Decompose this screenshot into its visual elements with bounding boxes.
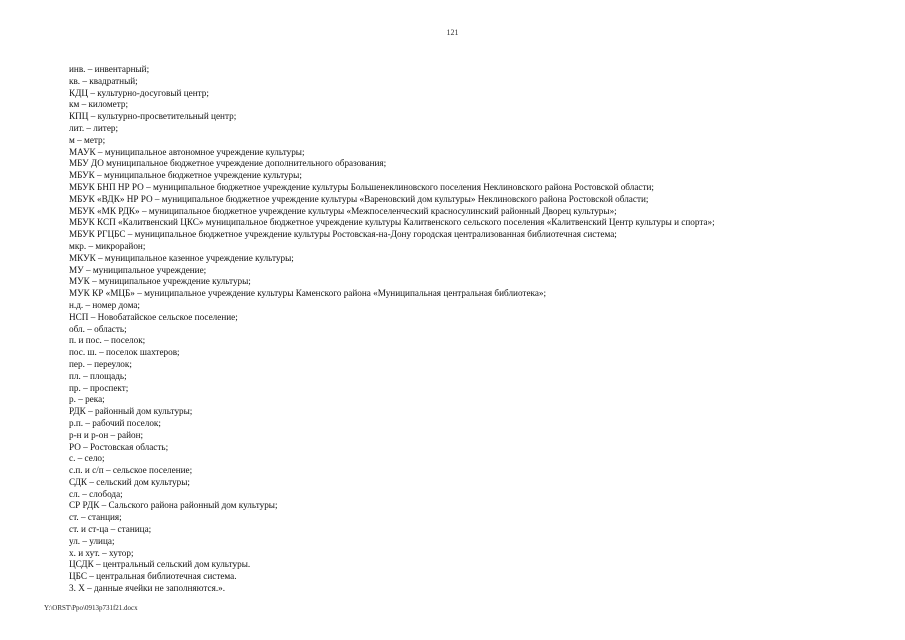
abbreviation-entry: кв. – квадратный; xyxy=(69,75,138,86)
abbreviation-entry: пер. – переулок; xyxy=(69,358,132,369)
abbreviation-entry: МБУК БНП НР РО – муниципальное бюджетное учреждение культуры Большенеклиновского поселения Неклиновского района Ростовской области; xyxy=(69,181,654,192)
abbreviation-entry: РДК – районный дом культуры; xyxy=(69,406,193,417)
abbreviation-entry: м – метр; xyxy=(69,134,106,145)
abbreviation-entry: МБУК – муниципальное бюджетное учреждение культуры; xyxy=(69,170,302,181)
abbreviation-entry: р-н и р-он – район; xyxy=(69,429,144,440)
abbreviation-entry: с. – село; xyxy=(69,453,105,464)
abbreviation-entry: обл. – область; xyxy=(69,323,127,334)
page-number: 121 xyxy=(446,28,459,37)
abbreviation-entry: РО – Ростовская область; xyxy=(69,441,169,452)
abbreviation-entry: лит. – литер; xyxy=(69,122,119,133)
abbreviation-entry: МУК – муниципальное учреждение культуры; xyxy=(69,276,251,287)
abbreviation-entry: МКУК – муниципальное казенное учреждение культуры; xyxy=(69,252,294,263)
abbreviation-entry: СДК – сельский дом культуры; xyxy=(69,476,190,487)
abbreviation-entry: СР РДК – Сальского района районный дом культуры; xyxy=(69,500,278,511)
abbreviation-entry: пл. – площадь; xyxy=(69,370,127,381)
abbreviation-entry: ЦБС – центральная библиотечная система. xyxy=(69,571,237,582)
abbreviation-entry: п. и пос. – поселок; xyxy=(69,335,146,346)
abbreviation-entry: ул. – улица; xyxy=(69,535,115,546)
abbreviation-entry: ЦСДК – центральный сельский дом культуры. xyxy=(69,559,251,570)
abbreviation-entry: р.п. – рабочий поселок; xyxy=(69,417,161,428)
abbreviation-entry: пр. – проспект; xyxy=(69,382,129,393)
abbreviation-entry: ст. – станция; xyxy=(69,512,122,523)
footer-file-path: Y:\ORST\Ppo\0913p731f21.docx xyxy=(44,604,138,612)
abbreviation-entry: КПЦ – культурно-просветительный центр; xyxy=(69,111,237,122)
abbreviation-entry: км – километр; xyxy=(69,99,129,110)
abbreviation-entry: 3. X – данные ячейки не заполняются.». xyxy=(69,583,226,594)
abbreviation-entry: н.д. – номер дома; xyxy=(69,299,140,310)
abbreviation-entry: МБУК «ВДК» НР РО – муниципальное бюджетное учреждение культуры «Вареновский дом культуры» Неклиновского района Ростовской области; xyxy=(69,193,649,204)
abbreviation-entry: МУ – муниципальное учреждение; xyxy=(69,264,207,275)
abbreviation-entry: МБУ ДО муниципальное бюджетное учреждение дополнительного образования; xyxy=(69,158,387,169)
abbreviation-entry: ст. и ст-ца – станица; xyxy=(69,524,152,535)
abbreviation-list xyxy=(69,64,899,595)
abbreviation-entry: МБУК РГЦБС – муниципальное бюджетное учреждение культуры Ростовская-на-Дону городская централизованная библиотечная система; xyxy=(69,229,617,240)
abbreviation-entry: с.п. и с/п – сельское поселение; xyxy=(69,465,193,476)
abbreviation-entry: НСП – Новобатайское сельское поселение; xyxy=(69,311,238,322)
abbreviation-entry: р. – река; xyxy=(69,394,105,405)
abbreviation-entry: х. и хут. – хутор; xyxy=(69,547,134,558)
abbreviation-entry: МБУК «МК РДК» – муниципальное бюджетное учреждение культуры «Межпоселенческий красносулинский районный Дворец культуры»; xyxy=(69,205,617,216)
abbreviation-entry: пос. ш. – поселок шахтеров; xyxy=(69,347,180,358)
abbreviation-entry: сл. – слобода; xyxy=(69,488,123,499)
abbreviation-entry: инв. – инвентарный; xyxy=(69,64,150,74)
abbreviation-entry: КДЦ – культурно-досуговый центр; xyxy=(69,87,209,98)
abbreviation-entry: МБУК КСП «Калитвенский ЦКС» муниципальное бюджетное учреждение культуры Калитвенского сельского поселения «Калитвенский Центр культуры и спорта»; xyxy=(69,217,715,228)
abbreviation-entry: мкр. – микрорайон; xyxy=(69,240,146,251)
abbreviation-entry: МУК КР «МЦБ» – муниципальное учреждение культуры Каменского района «Муниципальная центральная библиотека»; xyxy=(69,288,547,299)
abbreviation-entry: МАУК – муниципальное автономное учреждение культуры; xyxy=(69,146,305,157)
